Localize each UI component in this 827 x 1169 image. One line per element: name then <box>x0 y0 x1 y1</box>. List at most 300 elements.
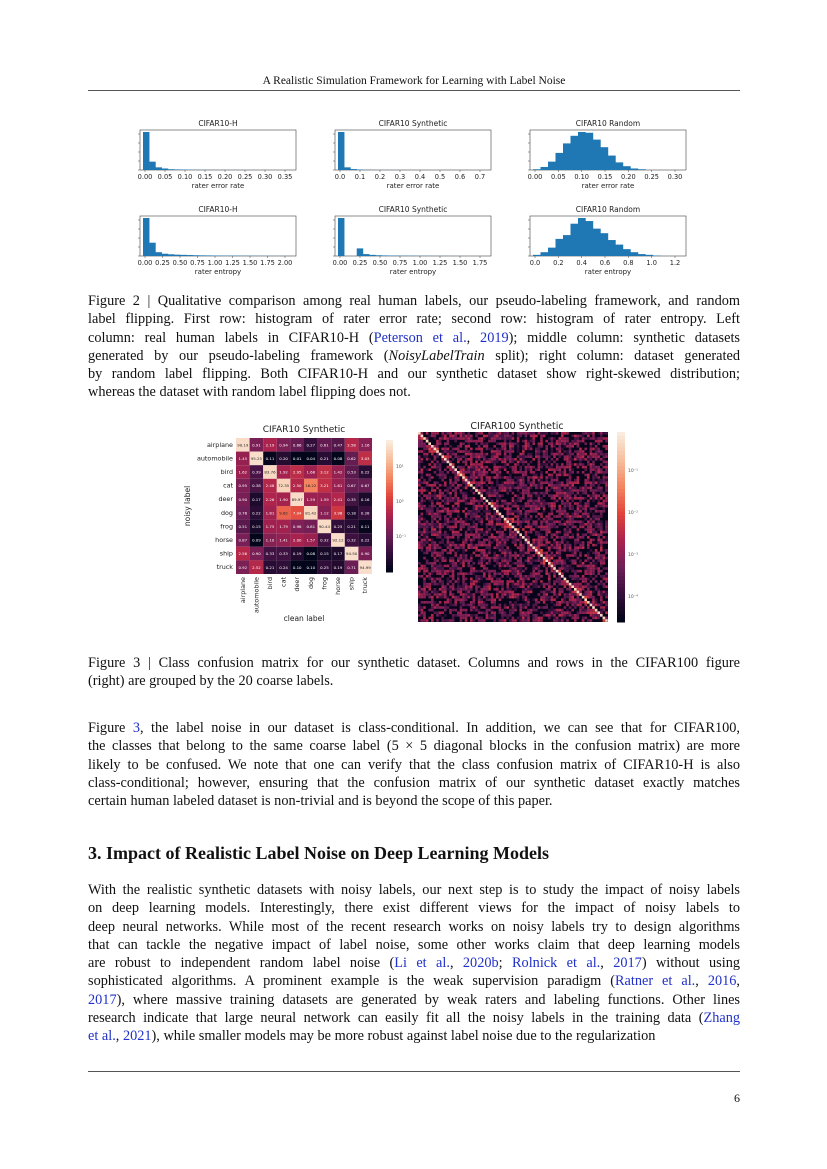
matrix-cell <box>444 474 447 477</box>
matrix-cell <box>571 481 574 484</box>
matrix-cell <box>478 609 481 612</box>
colorbar-segment <box>617 474 625 478</box>
diagonal-cell <box>530 544 533 547</box>
matrix-cell <box>587 520 590 523</box>
matrix-cell <box>566 458 569 461</box>
matrix-cell <box>418 531 421 534</box>
text-line <box>88 1009 740 1027</box>
matrix-cell <box>561 591 564 594</box>
matrix-cell <box>579 583 582 586</box>
matrix-cell <box>538 518 541 521</box>
matrix-cell <box>535 523 538 526</box>
diagonal-cell <box>584 598 587 601</box>
matrix-cell <box>527 510 530 513</box>
text-run: With the realistic synthetic datasets with noisy labels, our next step is to study the impact of noisy labels <box>88 882 740 898</box>
matrix-cell <box>517 507 520 510</box>
matrix-cell <box>439 526 442 529</box>
matrix-cell <box>428 445 431 448</box>
matrix-cell <box>569 474 572 477</box>
diagonal-cell <box>478 492 481 495</box>
matrix-cell <box>434 544 437 547</box>
histogram-bar <box>156 252 162 256</box>
matrix-cell <box>538 505 541 508</box>
matrix-cell <box>561 617 564 620</box>
matrix-cell <box>532 479 535 482</box>
matrix-cell <box>603 583 606 586</box>
matrix-cell <box>592 562 595 565</box>
matrix-cell <box>457 432 460 435</box>
matrix-cell <box>488 539 491 542</box>
matrix-cell <box>535 505 538 508</box>
matrix-cell <box>579 450 582 453</box>
matrix-cell <box>579 463 582 466</box>
matrix-cell <box>504 502 507 505</box>
matrix-cell <box>553 611 556 614</box>
plot-frame <box>140 216 296 256</box>
matrix-cell <box>532 520 535 523</box>
matrix-cell <box>452 572 455 575</box>
matrix-cell <box>444 445 447 448</box>
matrix-cell <box>504 450 507 453</box>
matrix-cell <box>566 546 569 549</box>
matrix-cell <box>486 445 489 448</box>
matrix-cell <box>530 505 533 508</box>
matrix-cell <box>434 554 437 557</box>
matrix-cell <box>470 528 473 531</box>
matrix-cell <box>525 588 528 591</box>
matrix-cell <box>499 546 502 549</box>
matrix-cell <box>418 536 421 539</box>
matrix-cell <box>605 453 608 456</box>
matrix-cell <box>426 528 429 531</box>
matrix-cell <box>421 601 424 604</box>
matrix-cell <box>603 559 606 562</box>
matrix-cell <box>566 567 569 570</box>
matrix-cell <box>538 549 541 552</box>
matrix-cell <box>483 471 486 474</box>
matrix-cell <box>473 513 476 516</box>
matrix-cell <box>556 617 559 620</box>
matrix-cell <box>473 455 476 458</box>
matrix-cell <box>473 539 476 542</box>
column-label: automobile <box>252 577 261 614</box>
matrix-cell <box>499 549 502 552</box>
diagonal-cell <box>543 557 546 560</box>
text-run: ); middle column: synthetic datasets <box>508 329 740 346</box>
citation-link[interactable]: 2017 <box>88 991 117 1008</box>
matrix-cell <box>587 609 590 612</box>
cell-value: 1.16 <box>360 442 370 448</box>
matrix-cell <box>431 494 434 497</box>
matrix-cell <box>512 500 515 503</box>
matrix-cell <box>506 588 509 591</box>
matrix-cell <box>574 513 577 516</box>
matrix-cell <box>579 458 582 461</box>
matrix-cell <box>478 468 481 471</box>
matrix-cell <box>504 437 507 440</box>
matrix-cell <box>506 591 509 594</box>
matrix-cell <box>493 466 496 469</box>
matrix-cell <box>574 515 577 518</box>
matrix-cell <box>496 448 499 451</box>
matrix-cell <box>439 580 442 583</box>
matrix-cell <box>582 601 585 604</box>
histogram-bar <box>541 252 549 256</box>
matrix-cell <box>605 494 608 497</box>
matrix-cell <box>418 505 421 508</box>
matrix-cell <box>527 448 530 451</box>
matrix-cell <box>426 549 429 552</box>
matrix-cell <box>543 539 546 542</box>
matrix-cell <box>475 455 478 458</box>
matrix-cell <box>499 450 502 453</box>
matrix-cell <box>522 481 525 484</box>
histogram-bar <box>623 166 631 170</box>
matrix-cell <box>457 565 460 568</box>
matrix-cell <box>436 533 439 536</box>
matrix-cell <box>428 458 431 461</box>
matrix-cell <box>548 481 551 484</box>
text-run: deep neural networks. While most of the recent research works on noisy labels try to design algorithms <box>88 918 740 935</box>
matrix-cell <box>532 614 535 617</box>
matrix-cell <box>488 528 491 531</box>
citation-link[interactable]: 2016 <box>707 973 737 990</box>
matrix-cell <box>460 591 463 594</box>
matrix-cell <box>475 554 478 557</box>
matrix-cell <box>496 557 499 560</box>
matrix-cell <box>509 442 512 445</box>
matrix-cell <box>514 481 517 484</box>
cell-value: 1.45 <box>238 456 248 461</box>
matrix-cell <box>486 458 489 461</box>
histogram-bar <box>193 255 199 256</box>
matrix-cell <box>465 554 468 557</box>
cell-value: 0.98 <box>292 524 302 529</box>
matrix-cell <box>480 492 483 495</box>
matrix-cell <box>592 494 595 497</box>
matrix-cell <box>452 531 455 534</box>
matrix-cell <box>535 435 538 438</box>
matrix-cell <box>538 453 541 456</box>
matrix-cell <box>441 523 444 526</box>
figure-2-caption <box>88 292 740 402</box>
citation-link[interactable]: et al. <box>88 1028 116 1045</box>
matrix-cell <box>540 536 543 539</box>
matrix-cell <box>519 536 522 539</box>
matrix-cell <box>574 435 577 438</box>
matrix-cell <box>447 523 450 526</box>
citation-link[interactable]: 2017 <box>613 955 642 972</box>
x-tick-label: 0.30 <box>257 173 273 181</box>
diagonal-cell <box>509 523 512 526</box>
matrix-cell <box>501 489 504 492</box>
matrix-cell <box>421 531 424 534</box>
citation-link[interactable]: Li et al. <box>394 955 450 972</box>
matrix-cell <box>558 546 561 549</box>
matrix-cell <box>535 609 538 612</box>
matrix-cell <box>574 494 577 497</box>
matrix-cell <box>509 580 512 583</box>
matrix-cell <box>522 617 525 620</box>
matrix-cell <box>543 552 546 555</box>
matrix-cell <box>506 526 509 529</box>
matrix-cell <box>467 484 470 487</box>
matrix-cell <box>491 614 494 617</box>
citation-link[interactable]: Peterson et al. <box>373 329 467 346</box>
matrix-cell <box>587 435 590 438</box>
matrix-cell <box>553 507 556 510</box>
matrix-cell <box>457 611 460 614</box>
matrix-cell <box>517 440 520 443</box>
matrix-cell <box>590 609 593 612</box>
matrix-cell <box>418 614 421 617</box>
matrix-cell <box>428 476 431 479</box>
matrix-cell <box>571 523 574 526</box>
matrix-cell <box>514 539 517 542</box>
matrix-cell <box>431 541 434 544</box>
matrix-cell <box>449 437 452 440</box>
matrix-cell <box>462 546 465 549</box>
matrix-cell <box>579 500 582 503</box>
matrix-cell <box>449 552 452 555</box>
matrix-cell <box>493 489 496 492</box>
matrix-cell <box>501 591 504 594</box>
matrix-cell <box>426 520 429 523</box>
matrix-cell <box>418 609 421 612</box>
matrix-cell <box>587 557 590 560</box>
matrix-cell <box>571 552 574 555</box>
matrix-cell <box>527 466 530 469</box>
matrix-cell <box>501 588 504 591</box>
matrix-cell <box>540 479 543 482</box>
matrix-cell <box>501 617 504 620</box>
cell-value: 0.24 <box>279 564 288 570</box>
colorbar-segment <box>617 462 625 466</box>
matrix-cell <box>587 481 590 484</box>
matrix-cell <box>548 461 551 464</box>
matrix-cell <box>571 567 574 570</box>
matrix-cell <box>522 458 525 461</box>
matrix-cell <box>506 502 509 505</box>
colorbar-segment <box>386 493 393 497</box>
matrix-cell <box>447 442 450 445</box>
x-tick-label: 0.00 <box>137 259 153 267</box>
matrix-cell <box>449 598 452 601</box>
matrix-cell <box>592 567 595 570</box>
histogram-bar <box>571 136 579 170</box>
matrix-cell <box>543 598 546 601</box>
matrix-cell <box>439 474 442 477</box>
citation-link[interactable]: 2021 <box>122 1028 152 1045</box>
matrix-cell <box>436 572 439 575</box>
matrix-cell <box>506 515 509 518</box>
matrix-cell <box>439 497 442 500</box>
matrix-cell <box>493 476 496 479</box>
matrix-cell <box>465 593 468 596</box>
matrix-cell <box>512 541 515 544</box>
matrix-cell <box>436 536 439 539</box>
matrix-cell <box>486 528 489 531</box>
matrix-cell <box>556 474 559 477</box>
matrix-cell <box>597 476 600 479</box>
matrix-cell <box>447 583 450 586</box>
matrix-cell <box>478 455 481 458</box>
matrix-cell <box>584 484 587 487</box>
matrix-cell <box>470 455 473 458</box>
matrix-cell <box>574 572 577 575</box>
matrix-cell <box>564 468 567 471</box>
matrix-cell <box>501 552 504 555</box>
citation-link[interactable]: 2019 <box>480 329 509 346</box>
matrix-cell <box>545 487 548 490</box>
cell-value: 0.66 <box>292 442 302 448</box>
matrix-cell <box>428 435 431 438</box>
x-axis-label: rater entropy <box>194 268 242 276</box>
citation-link[interactable]: Zhang <box>703 1010 740 1027</box>
cell-value: 1.41 <box>279 537 288 543</box>
matrix-cell <box>421 487 424 490</box>
matrix-cell <box>525 533 528 536</box>
histogram-bar <box>533 169 541 170</box>
matrix-cell <box>582 497 585 500</box>
diagonal-cell <box>582 596 585 599</box>
matrix-cell <box>452 575 455 578</box>
x-tick-label: 0.75 <box>392 259 408 267</box>
matrix-cell <box>592 507 595 510</box>
matrix-cell <box>504 448 507 451</box>
matrix-cell <box>499 567 502 570</box>
matrix-cell <box>493 611 496 614</box>
diagonal-cell <box>449 463 452 466</box>
matrix-cell <box>579 505 582 508</box>
matrix-cell <box>525 596 528 599</box>
matrix-cell <box>454 471 457 474</box>
matrix-cell <box>597 494 600 497</box>
matrix-cell <box>582 458 585 461</box>
matrix-cell <box>551 518 554 521</box>
matrix-cell <box>493 463 496 466</box>
matrix-cell <box>579 536 582 539</box>
matrix-cell <box>449 466 452 469</box>
matrix-cell <box>517 471 520 474</box>
matrix-cell <box>590 567 593 570</box>
matrix-cell <box>457 578 460 581</box>
matrix-cell <box>483 541 486 544</box>
matrix-cell <box>569 505 572 508</box>
matrix-cell <box>569 458 572 461</box>
matrix-cell <box>538 442 541 445</box>
matrix-cell <box>478 536 481 539</box>
matrix-cell <box>439 505 442 508</box>
matrix-cell <box>493 570 496 573</box>
matrix-cell <box>558 468 561 471</box>
matrix-cell <box>470 565 473 568</box>
matrix-cell <box>551 445 554 448</box>
matrix-cell <box>473 471 476 474</box>
matrix-cell <box>473 593 476 596</box>
matrix-cell <box>475 578 478 581</box>
matrix-cell <box>506 505 509 508</box>
matrix-cell <box>595 448 598 451</box>
matrix-cell <box>603 619 606 622</box>
matrix-cell <box>519 505 522 508</box>
matrix-cell <box>519 479 522 482</box>
matrix-cell <box>426 552 429 555</box>
matrix-cell <box>465 533 468 536</box>
matrix-cell <box>434 531 437 534</box>
matrix-cell <box>558 437 561 440</box>
matrix-cell <box>473 520 476 523</box>
matrix-cell <box>525 611 528 614</box>
matrix-cell <box>558 591 561 594</box>
citation-link[interactable]: Rolnick et al. <box>512 955 601 972</box>
matrix-cell <box>491 453 494 456</box>
matrix-cell <box>452 617 455 620</box>
diagonal-cell <box>517 531 520 534</box>
matrix-cell <box>431 580 434 583</box>
matrix-cell <box>499 448 502 451</box>
citation-link[interactable]: 2020b <box>462 955 499 972</box>
matrix-cell <box>426 575 429 578</box>
matrix-cell <box>496 468 499 471</box>
matrix-cell <box>439 541 442 544</box>
matrix-cell <box>431 583 434 586</box>
matrix-cell <box>600 541 603 544</box>
matrix-cell <box>540 435 543 438</box>
matrix-cell <box>454 500 457 503</box>
matrix-cell <box>561 611 564 614</box>
matrix-cell <box>501 557 504 560</box>
matrix-cell <box>428 562 431 565</box>
matrix-cell <box>592 461 595 464</box>
matrix-cell <box>512 442 515 445</box>
matrix-cell <box>462 442 465 445</box>
matrix-cell <box>423 487 426 490</box>
matrix-cell <box>452 463 455 466</box>
matrix-cell <box>512 437 515 440</box>
colorbar-segment <box>617 470 625 474</box>
citation-link[interactable]: Ratner et al. <box>614 973 696 990</box>
matrix-cell <box>501 544 504 547</box>
matrix-cell <box>538 567 541 570</box>
matrix-cell <box>460 435 463 438</box>
matrix-cell <box>426 489 429 492</box>
cell-value: 0.94 <box>279 442 288 448</box>
matrix-cell <box>574 541 577 544</box>
matrix-cell <box>470 554 473 557</box>
matrix-cell <box>501 614 504 617</box>
matrix-cell <box>493 515 496 518</box>
matrix-cell <box>525 455 528 458</box>
matrix-cell <box>444 591 447 594</box>
matrix-cell <box>486 492 489 495</box>
matrix-cell <box>483 489 486 492</box>
matrix-cell <box>512 593 515 596</box>
colorbar-segment <box>617 550 625 554</box>
matrix-cell <box>532 580 535 583</box>
matrix-cell <box>595 492 598 495</box>
matrix-cell <box>530 510 533 513</box>
matrix-cell <box>551 523 554 526</box>
matrix-cell <box>436 583 439 586</box>
matrix-cell <box>452 528 455 531</box>
matrix-cell <box>439 570 442 573</box>
histogram-bar <box>168 169 174 170</box>
matrix-cell <box>467 593 470 596</box>
matrix-cell <box>509 557 512 560</box>
matrix-cell <box>421 513 424 516</box>
citation-link[interactable]: 3 <box>132 720 140 736</box>
